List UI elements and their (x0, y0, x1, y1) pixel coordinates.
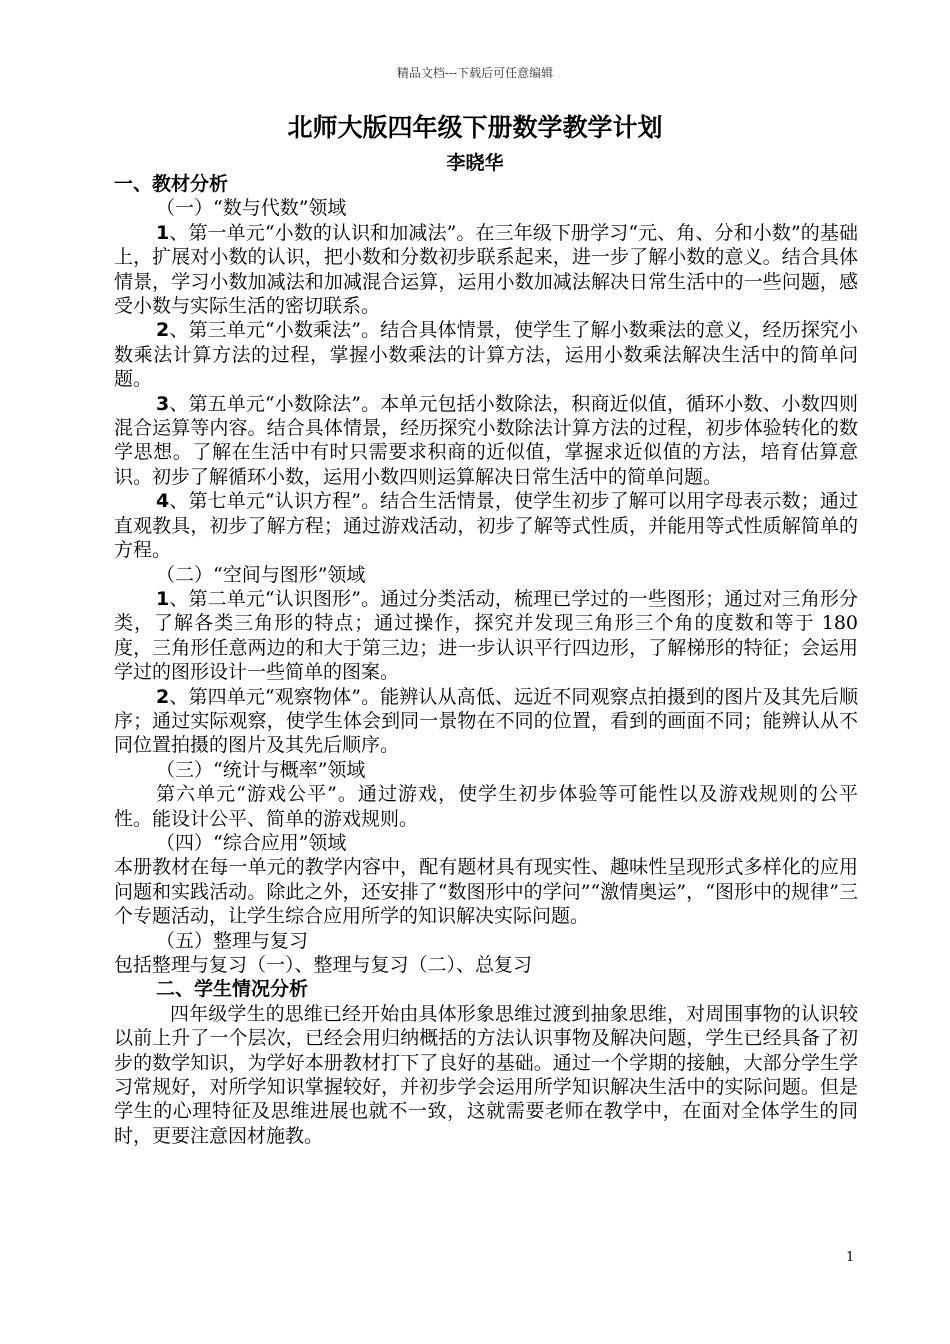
section-heading-materials: 一、教材分析 (114, 173, 229, 195)
paragraph-text: 、第一单元“小数的认识和加减法”。在三年级下册学习“元、角、分和小数”的基础上，扩展对小数的认识，把小数和分数初步联系起来，进一步了解小数的意义。结合具体情景，学习小数加减法和加减混合运算，运用小数加减法解决日常生活中的一些问题，感受小数与实际生活的密切联系。 (114, 221, 858, 318)
paragraph (114, 221, 858, 319)
document-body (114, 172, 858, 1148)
document-title: 北师大版四年级下册数学教学计划 (287, 113, 663, 142)
subheading-statistics: （三）“统计与概率”领域 (156, 758, 366, 781)
paragraph-text: 、第五单元“小数除法”。本单元包括小数除法，积商近似值，循环小数、小数四则混合运算等内容。结合具体情景，经历探究小数除法计算方法的过程，初步体验转化的数学思想。了解在生活中有时只需要求积商的近似值，掌握求近似值的方法，培育估算意识。初步了解循环小数，运用小数四则运算解决日常生活中的简单问题。 (114, 392, 858, 488)
page-header: 精品文档---下载后可任意编辑 (396, 66, 554, 80)
item-number: 1 (156, 221, 170, 244)
page-number: 1 (846, 1250, 855, 1265)
paragraph (114, 587, 858, 685)
item-number: 2 (156, 685, 170, 708)
subheading-number-algebra: （一）“数与代数”领域 (156, 197, 347, 220)
paragraph-text: 、第三单元“小数乘法”。结合具体情景，使学生了解小数乘法的意义，经历探究小数乘法计算方法的过程，掌握小数乘法的计算方法，运用小数乘法解决生活中的简单问题。 (114, 319, 858, 391)
section-heading-students: 二、学生情况分析 (156, 978, 309, 1001)
paragraph-text: 、第二单元“认识图形”。通过分类活动，梳理已学过的一些图形；通过对三角形分类，了解各类三角形的特点；通过操作，探究并发现三角形三个角的度数和等于 180 度，三角形任意两边的和大于第三边；进一步认识平行四边形，了解梯形的特征；会运用学过的图形设计一些简单的图案。 (114, 587, 858, 684)
subheading-space-geometry: （二）“空间与图形”领域 (156, 563, 366, 586)
document-author: 李晓华 (446, 152, 504, 174)
paragraph (114, 392, 858, 490)
paragraph (114, 318, 858, 391)
paragraph: 包括整理与复习（一）、整理与复习（二）、总复习 (114, 954, 533, 976)
item-number: 3 (156, 392, 170, 415)
subheading-applications: （四）“综合应用”领域 (156, 831, 347, 854)
item-number: 4 (156, 490, 170, 513)
paragraph (114, 489, 858, 562)
item-number: 1 (156, 587, 170, 610)
paragraph: 本册教材在每一单元的教学内容中，配有题材具有现实性、趣味性呈现形式多样化的应用问题和实践活动。除此之外，还安排了“数图形中的学问”“激情奥运”，“图形中的规律”三个专题活动，让学生综合应用所学的知识解决实际问题。 (114, 856, 858, 928)
paragraph-text: 、第七单元“认识方程”。结合生活情景，使学生初步了解可以用字母表示数；通过直观教具，初步了解方程；通过游戏活动，初步了解等式性质，并能用等式性质解简单的方程。 (114, 490, 858, 562)
paragraph: 四年级学生的思维已经开始由具体形象思维过渡到抽象思维，对周围事物的认识较以前上升了一个层次，已经会用归纳概括的方法认识事物及解决问题，学生已经具备了初步的数学知识，为学好本册教材打下了良好的基础。通过一个学期的接触，大部分学生学习常规好，对所学知识掌握较好，并初步学会运用所学知识解决生活中的实际问题。但是学生的心理特征及思维进展也就不一致，这就需要老师在教学中，在面对全体学生的同时，更要注意因材施教。 (114, 1002, 858, 1147)
subheading-review: （五）整理与复习 (156, 929, 309, 952)
paragraph: 第六单元“游戏公平”。通过游戏，使学生初步体验等可能性以及游戏规则的公平性。能设计公平、简单的游戏规则。 (114, 783, 858, 830)
paragraph (114, 685, 858, 758)
paragraph-text: 、第四单元“观察物体”。能辨认从高低、远近不同观察点拍摄到的图片及其先后顺序；通过实际观察，使学生体会到同一景物在不同的位置，看到的画面不同；能辨认从不同位置拍摄的图片及其先后顺序。 (114, 685, 858, 757)
item-number: 2 (156, 319, 170, 342)
